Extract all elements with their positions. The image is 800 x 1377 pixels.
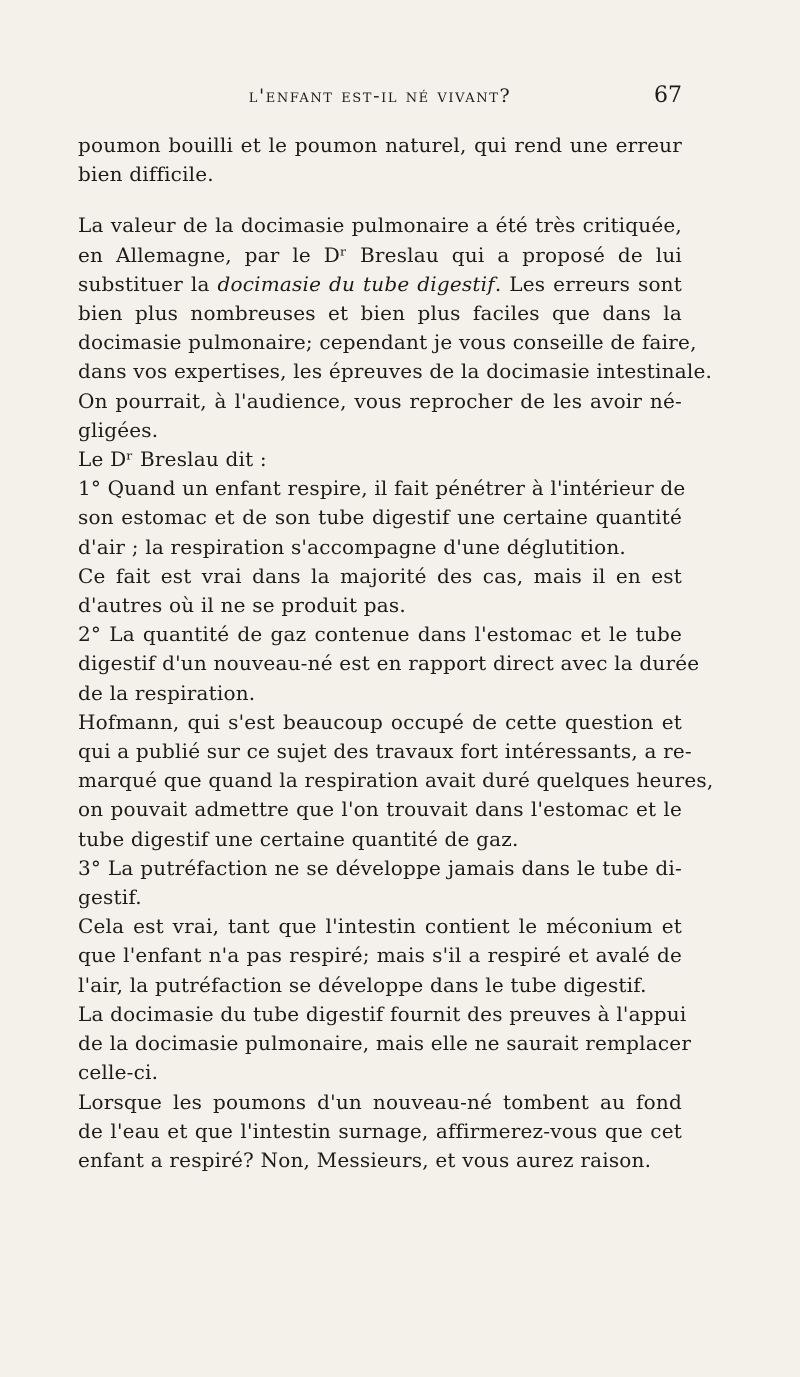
text-line: on pouvait admettre que l'on trouvait dans l'estomac et le <box>78 797 682 822</box>
text-line: de la respiration. <box>78 680 256 705</box>
text-line: La docimasie du tube digestif fournit des preuves à l'appui <box>78 1001 687 1026</box>
text-line: digestif d'un nouveau-né est en rapport direct avec la durée <box>78 651 700 676</box>
text-line: 2° La quantité de gaz contenue dans l'estomac et le tube <box>78 622 682 647</box>
text-line: substituer la docimasie du tube digestif. Les erreurs sont <box>78 271 683 296</box>
text-line: l'air, la putréfaction se développe dans le tube digestif. <box>78 972 647 997</box>
text-line: gligées. <box>78 417 159 442</box>
page-number: 67 <box>654 83 682 108</box>
text-line: Ce fait est vrai dans la majorité des cas, mais il en est <box>78 563 682 588</box>
body-text <box>78 131 714 1175</box>
text-line: que l'enfant n'a pas respiré; mais s'il a respiré et avalé de <box>78 943 682 968</box>
text-line: dans vos expertises, les épreuves de la docimasie intestinale. <box>78 359 713 384</box>
text-line: bien difficile. <box>78 162 214 187</box>
text-line: d'autres où il ne se produit pas. <box>78 593 406 618</box>
text-line: 1° Quand un enfant respire, il fait pénétrer à l'intérieur de <box>78 476 686 501</box>
text-line: Le Dʳ Breslau dit : <box>78 447 267 472</box>
text-line: bien plus nombreuses et bien plus faciles que dans la <box>78 301 682 326</box>
text-line: poumon bouilli et le poumon naturel, qui rend une erreur <box>78 133 682 157</box>
text-line: La valeur de la docimasie pulmonaire a été très critiquée, <box>78 213 682 238</box>
text-line: de l'eau et que l'intestin surnage, affirmerez-vous que cet <box>78 1118 682 1143</box>
running-head <box>78 80 682 112</box>
text-line: Cela est vrai, tant que l'intestin contient le méconium et <box>78 914 682 939</box>
text-line: docimasie pulmonaire; cependant je vous conseille de faire, <box>78 330 697 355</box>
text-line: Lorsque les poumons d'un nouveau-né tombent au fond <box>78 1089 682 1114</box>
text-line: enfant a respiré? Non, Messieurs, et vous aurez raison. <box>78 1147 652 1172</box>
text-line: tube digestif une certaine quantité de gaz. <box>78 826 519 851</box>
text-line: son estomac et de son tube digestif une certaine quantité <box>78 505 682 530</box>
text-line: gestif. <box>78 885 142 910</box>
text-line: Hofmann, qui s'est beaucoup occupé de cette question et <box>78 709 682 734</box>
text-line: 3° La putréfaction ne se développe jamais dans le tube di- <box>78 855 682 880</box>
text-line: d'air ; la respiration s'accompagne d'une déglutition. <box>78 534 626 559</box>
text-line: en Allemagne, par le Dʳ Breslau qui a proposé de lui <box>78 242 682 267</box>
running-title: l'enfant est-il né vivant? <box>248 85 512 107</box>
text-line: On pourrait, à l'audience, vous reprocher de les avoir né- <box>78 388 682 413</box>
text-line: marqué que quand la respiration avait duré quelques heures, <box>78 768 714 793</box>
text-line: qui a publié sur ce sujet des travaux fort intéressants, a re- <box>78 739 692 764</box>
text-line: celle-ci. <box>78 1060 159 1085</box>
text-line: de la docimasie pulmonaire, mais elle ne saurait remplacer <box>78 1031 692 1056</box>
